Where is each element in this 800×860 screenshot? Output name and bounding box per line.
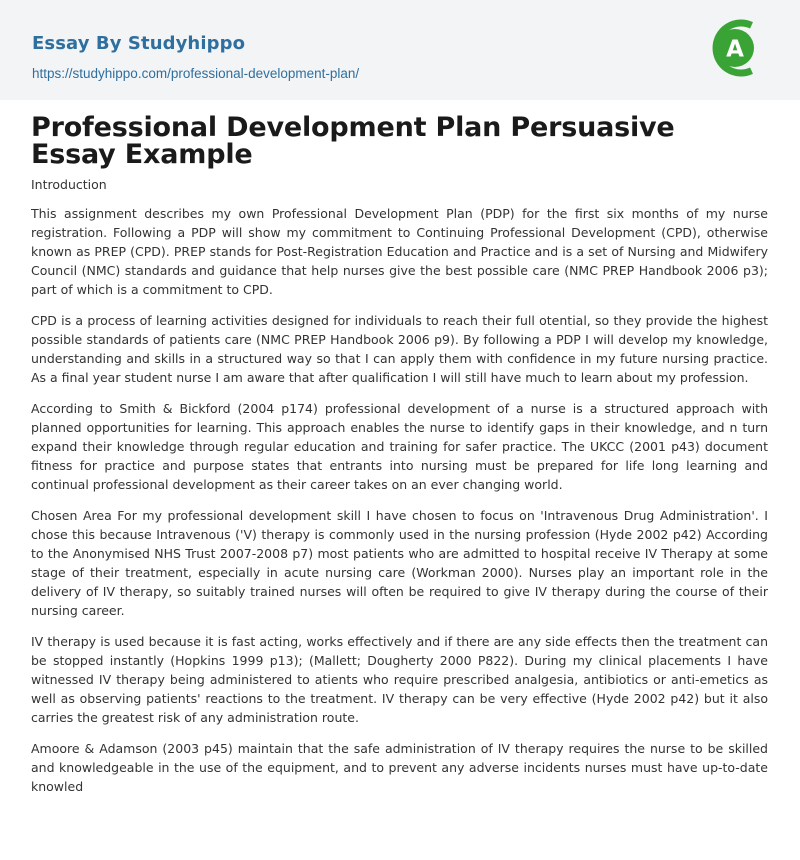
site-brand[interactable]: Essay By Studyhippo: [32, 33, 246, 54]
logo-letter: A: [726, 36, 744, 63]
paragraph: CPD is a process of learning activities designed for individuals to reach their full otential, so they provide the highest possible standards of patients care (NMC PREP Handbook 2006 p9). By following a PDP I will develop my knowledge, understanding and skills in a structured way so that I can apply them with confidence in my future nursing practice. As a final year student nurse I am aware that after qualification I will still have much to learn about my profession.: [31, 313, 768, 385]
paragraph: This assignment describes my own Professional Development Plan (PDP) for the first six months of my nurse registration. Following a PDP will show my commitment to Continuing Professional Development (CPD), otherwise known as PREP (CPD). PREP stands for Post-Registration Education and Practice and is a set of Nursing and Midwifery Council (NMC) standards and guidance that help nurses give the best possible care (NMC PREP Handbook 2006 p3); part of which is a commitment to CPD.: [31, 206, 768, 297]
studyhippo-logo-icon[interactable]: [711, 16, 771, 80]
paragraph: Chosen Area For my professional development skill I have chosen to focus on 'Intravenous Drug Administration'. I chose this because Intravenous ('V) therapy is commonly used in the nursing profession (Hyde 2002 p42) According to the Anonymised NHS Trust 2007-2008 p7) most patients who are admitted to hospital receive IV Therapy at some stage of their treatment, especially in acute nursing care (Workman 2000). Nurses play an important role in the delivery of IV therapy, so suitably trained nurses will often be required to give IV therapy during the course of their nursing career.: [31, 508, 768, 618]
page-title: Professional Development Plan Persuasive Essay Example: [31, 112, 675, 170]
section-label: Introduction: [31, 177, 107, 192]
paragraph: According to Smith & Bickford (2004 p174) professional development of a nurse is a structured approach with planned opportunities for learning. This approach enables the nurse to identify gaps in their knowledge, and n turn expand their knowledge through regular education and training for safer practice. The UKCC (2001 p43) document fitness for practice and purpose states that entrants into nursing must be prepared for life long learning and continual professional development as their career takes on an ever changing world.: [31, 401, 768, 492]
article: [31, 114, 768, 808]
site-header: [0, 0, 800, 100]
page-url[interactable]: https://studyhippo.com/professional-development-plan/: [32, 66, 360, 81]
paragraph: Amoore & Adamson (2003 p45) maintain that the safe administration of IV therapy requires the nurse to be skilled and knowledgeable in the use of the equipment, and to prevent any adverse incidents nurses must have up-to-date knowled: [31, 741, 768, 794]
paragraph: IV therapy is used because it is fast acting, works effectively and if there are any side effects then the treatment can be stopped instantly (Hopkins 1999 p13); (Mallett; Dougherty 2000 P822). During my clinical placements I have witnessed IV therapy being administered to atients who require prescribed analgesia, antibiotics or anti-emetics as well as observing patients' reactions to the treatment. IV therapy can be very effective (Hyde 2002 p42) but it also carries the greatest risk of any administration route.: [31, 634, 768, 725]
